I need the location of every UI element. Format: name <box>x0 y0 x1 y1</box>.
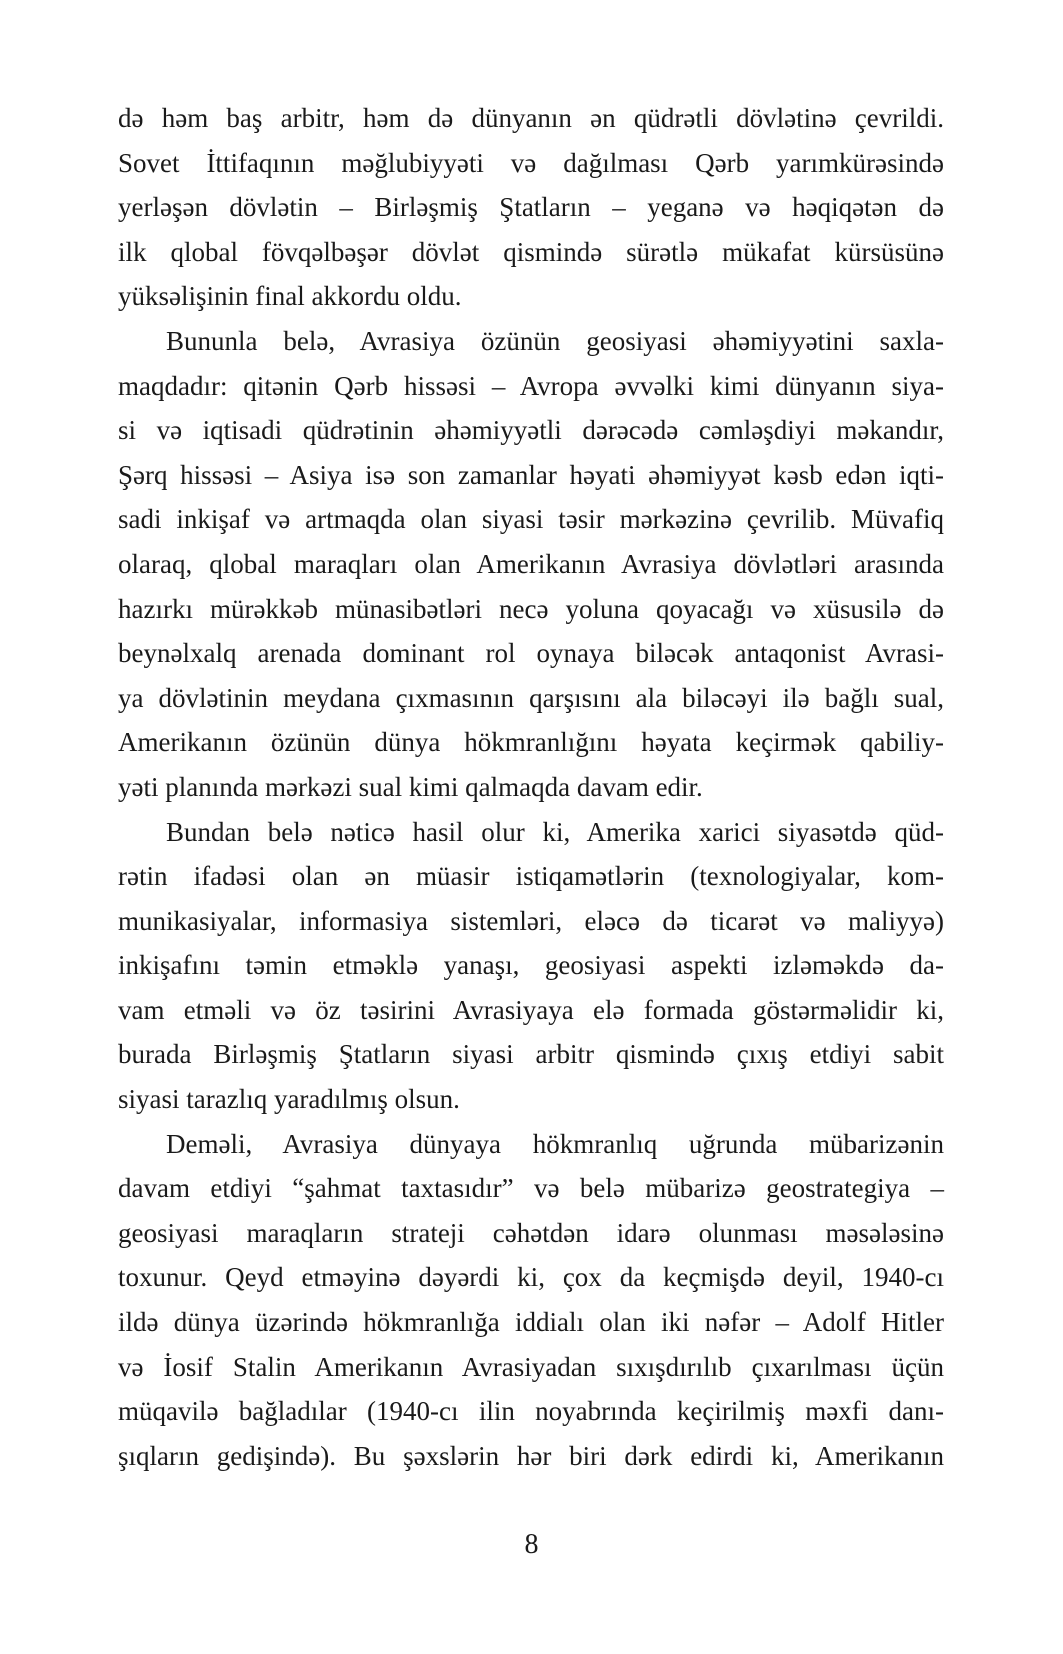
text-line: rətin ifadəsi olan ən müasir istiqamətlərin (texnologiyalar, kom- <box>118 861 944 892</box>
text-line: ilk qlobal fövqəlbəşər dövlət qismində sürətlə mükafat kürsüsünə <box>118 236 944 267</box>
text-line: burada Birləşmiş Ştatların siyasi arbitr qismində çıxış etdiyi sabit <box>118 1039 944 1070</box>
text-line: si və iqtisadi qüdrətinin əhəmiyyətli dərəcədə cəmləşdiyi məkandır, <box>118 415 944 446</box>
text-line: yerləşən dövlətin – Birləşmiş Ştatların – yeganə və həqiqətən də <box>118 192 944 223</box>
text-line: ya dövlətinin meydana çıxmasının qarşısını ala biləcəyi ilə bağlı sual, <box>118 682 944 713</box>
text-line: munikasiyalar, informasiya sistemləri, eləcə də ticarət və maliyyə) <box>118 905 944 936</box>
paragraph-first-line: Deməli, Avrasiya dünyaya hökmranlıq uğrunda mübarizənin <box>166 1128 944 1159</box>
document-body <box>118 96 944 1478</box>
paragraph-first-line: Bununla belə, Avrasiya özünün geosiyasi əhəmiyyətini saxla- <box>166 325 944 356</box>
text-line: beynəlxalq arenada dominant rol oynaya biləcək antaqonist Avrasi- <box>118 638 944 669</box>
text-line: müqavilə bağladılar (1940-cı ilin noyabrında keçirilmiş məxfi danı- <box>118 1396 944 1427</box>
text-line: və İosif Stalin Amerikanın Avrasiyadan sıxışdırılıb çıxarılması üçün <box>118 1351 944 1382</box>
text-line: Şərq hissəsi – Asiya isə son zamanlar həyati əhəmiyyət kəsb edən iqti- <box>118 459 944 490</box>
text-line: hazırkı mürəkkəb münasibətləri necə yoluna qoyacağı və xüsusilə də <box>118 593 944 624</box>
text-line: sadi inkişaf və artmaqda olan siyasi təsir mərkəzinə çevrilib. Müvafiq <box>118 504 944 535</box>
page-number: 8 <box>524 1529 539 1560</box>
text-line: olaraq, qlobal maraqları olan Amerikanın Avrasiya dövlətləri arasında <box>118 548 944 579</box>
text-line: geosiyasi maraqların strateji cəhətdən idarə olunması məsələsinə <box>118 1217 944 1248</box>
text-line: siyasi tarazlıq yaradılmış olsun. <box>118 1084 460 1115</box>
text-line: Sovet İttifaqının məğlubiyyəti və dağılması Qərb yarımkürəsində <box>118 147 944 178</box>
text-line: maqdadır: qitənin Qərb hissəsi – Avropa əvvəlki kimi dünyanın siya- <box>118 370 944 401</box>
paragraph-first-line: Bundan belə nəticə hasil olur ki, Amerika xarici siyasətdə qüd- <box>166 816 944 847</box>
text-line: vam etməli və öz təsirini Avrasiyaya elə formada göstərməlidir ki, <box>118 994 944 1025</box>
text-line: şıqların gedişində). Bu şəxslərin hər biri dərk edirdi ki, Amerikanın <box>118 1440 944 1471</box>
text-line: Amerikanın özünün dünya hökmranlığını həyata keçirmək qabiliy- <box>118 727 944 758</box>
text-line: yəti planında mərkəzi sual kimi qalmaqda davam edir. <box>118 771 703 802</box>
text-line: ildə dünya üzərində hökmranlığa iddialı olan iki nəfər – Adolf Hitler <box>118 1307 944 1338</box>
text-line: inkişafını təmin etməklə yanaşı, geosiyasi aspekti izləməkdə da- <box>118 950 944 981</box>
text-line: davam etdiyi “şahmat taxtasıdır” və belə mübarizə geostrategiya – <box>118 1173 944 1204</box>
text-line: də həm baş arbitr, həm də dünyanın ən qüdrətli dövlətinə çevrildi. <box>118 103 944 133</box>
text-line: toxunur. Qeyd etməyinə dəyərdi ki, çox da keçmişdə deyil, 1940-cı <box>118 1262 944 1293</box>
text-line: yüksəlişinin final akkordu oldu. <box>118 281 462 312</box>
